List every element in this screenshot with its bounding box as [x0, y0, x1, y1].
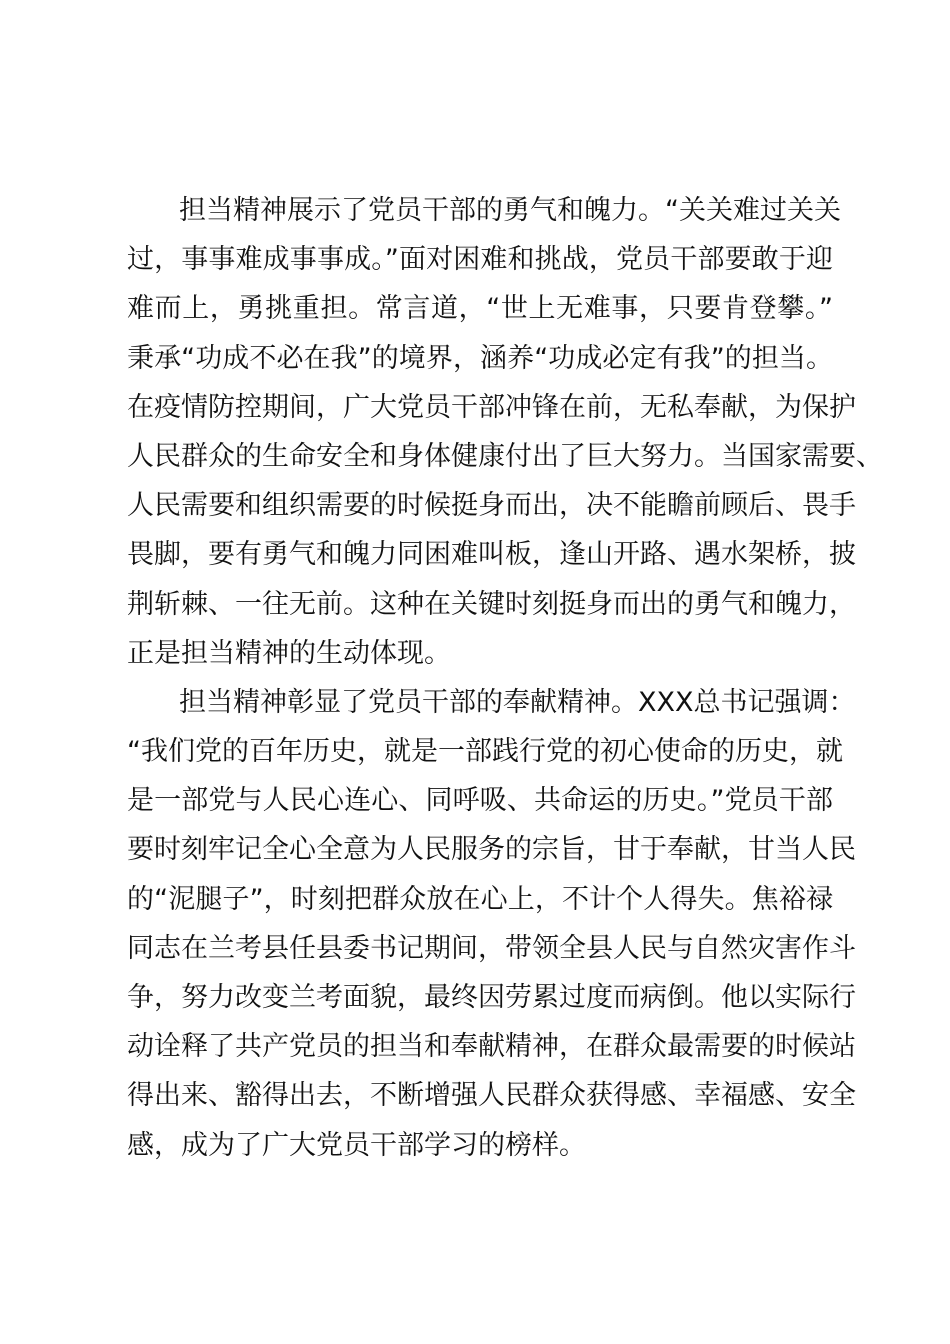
- paragraph-2-line-3: 是一部党与人民心连心、同呼吸、共命运的历史。”党员干部: [127, 785, 833, 817]
- paragraph-2-line-1: 担当精神彰显了党员干部的奉献精神。XXX总书记强调：: [179, 686, 856, 718]
- paragraph-2-line-2: “我们党的百年历史，就是一部践行党的初心使命的历史，就: [127, 736, 843, 768]
- paragraph-1-line-4: 秉承“功成不必在我”的境界，涵养“功成必定有我”的担当。: [127, 342, 833, 374]
- paragraph-1-line-8: 畏脚，要有勇气和魄力同困难叫板，逢山开路、遇水架桥，披: [127, 539, 856, 571]
- paragraph-2-line-10: 感，成为了广大党员干部学习的榜样。: [127, 1129, 586, 1161]
- paragraph-2-line-7: 争，努力改变兰考面貌，最终因劳累过度而病倒。他以实际行: [127, 982, 856, 1013]
- paragraph-1-line-3: 难而上，勇挑重担。常言道，“世上无难事，只要肯登攀。”: [127, 293, 833, 325]
- paragraph-2-line-8: 动诠释了共产党员的担当和奉献精神，在群众最需要的时候站: [127, 1031, 856, 1063]
- paragraph-2-line-9: 得出来、豁得出去，不断增强人民群众获得感、幸福感、安全: [127, 1080, 856, 1112]
- paragraph-1-line-5: 在疫情防控期间，广大党员干部冲锋在前，无私奉献，为保护: [127, 391, 856, 423]
- paragraph-1-line-2: 过，事事难成事事成。”面对困难和挑战，党员干部要敢于迎: [127, 244, 833, 276]
- paragraph-1-line-6: 人民群众的生命安全和身体健康付出了巨大努力。当国家需要、: [127, 440, 883, 472]
- paragraph-2-line-4: 要时刻牢记全心全意为人民服务的宗旨，甘于奉献，甘当人民: [127, 834, 856, 866]
- paragraph-1-line-10: 正是担当精神的生动体现。: [127, 637, 451, 669]
- paragraph-2-line-6: 同志在兰考县任县委书记期间，带领全县人民与自然灾害作斗: [127, 932, 856, 964]
- paragraph-2-line-5: 的“泥腿子”，时刻把群众放在心上，不计个人得失。焦裕禄: [127, 883, 833, 915]
- body-text: [127, 186, 883, 1170]
- paragraph-1-line-9: 荆斩棘、一往无前。这种在关键时刻挺身而出的勇气和魄力，: [127, 588, 856, 620]
- paragraph-1-line-1: 担当精神展示了党员干部的勇气和魄力。“关关难过关关: [179, 195, 841, 226]
- paragraph-1-line-7: 人民需要和组织需要的时候挺身而出，决不能瞻前顾后、畏手: [127, 490, 856, 522]
